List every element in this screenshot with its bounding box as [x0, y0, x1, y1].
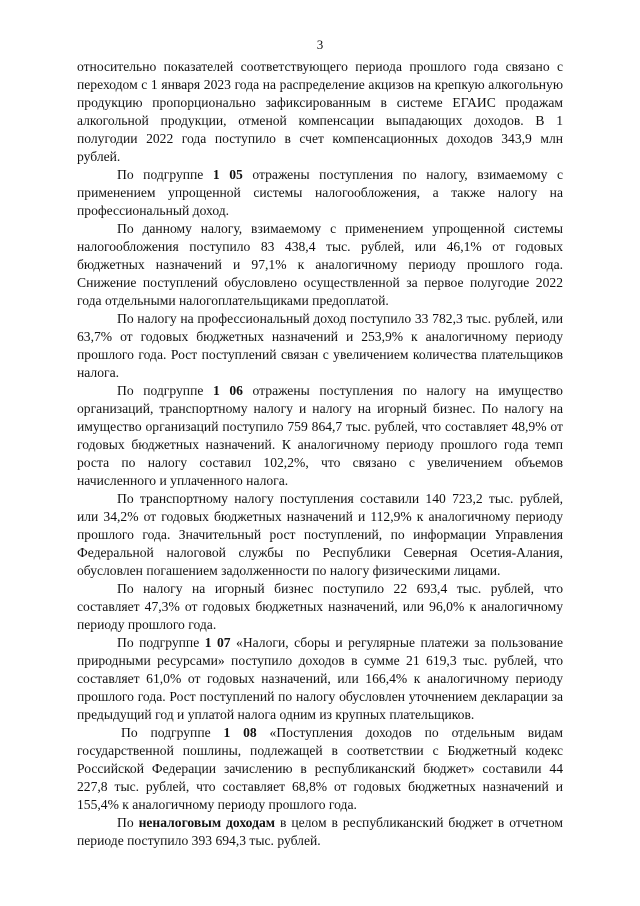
paragraph-9: По подгруппе 1 08 «Поступления доходов по отдельным видам государственной пошлины, подлежащей в соответствии с Бюджетный кодекс Российской Федерации зачислению в республиканский бюджет» составили 44 227,8 тыс. рублей, что составляет 68,8% от годовых бюджетных назначений и 155,4% к аналогичному периоду прошлого года.	[77, 725, 563, 812]
paragraph-7: По налогу на игорный бизнес поступило 22 693,4 тыс. рублей, что составляет 47,3% от годовых бюджетных назначений, или 96,0% к аналогичному периоду прошлого года.	[77, 581, 563, 632]
subgroup-code: 1 06	[212, 383, 243, 398]
document-body	[77, 58, 563, 850]
subgroup-code: 1 08	[223, 725, 257, 740]
paragraph-4: По налогу на профессиональный доход поступило 33 782,3 тыс. рублей, или 63,7% от годовых бюджетных назначений и 253,9% к аналогичному периоду прошлого года. Рост поступлений связан с увеличением количества плательщиков налога.	[77, 311, 563, 380]
paragraph-3: По данному налогу, взимаемому с применением упрощенной системы налогообложения поступило 83 438,4 тыс. рублей, или 46,1% от годовых бюджетных назначений и 97,1% к аналогичному периоду прошлого года. Снижение поступлений обусловлено осуществленной за первое полугодие 2022 года отдельными налогоплательщиками предоплатой.	[77, 221, 563, 308]
paragraph-8: По подгруппе 1 07 «Налоги, сборы и регулярные платежи за пользование природными ресурсами» поступило доходов в сумме 21 619,3 тыс. рублей, что составляет 61,0% от годовых назначений, или 166,4% к аналогичному периоду прошлого года. Рост поступлений по налогу обусловлен уточнением декларации за предыдущий год и уплатой налога одним из крупных плательщиков.	[77, 635, 563, 722]
page-number: 3	[316, 37, 324, 52]
paragraph-1: относительно показателей соответствующего периода прошлого года связано с переходом с 1 января 2023 года на распределение акцизов на крепкую алкогольную продукцию пропорционально зафиксированным в системе ЕГАИС продажам алкогольной продукции, отменой компенсации выпадающих доходов. В 1 полугодии 2022 года поступило в счет компенсационных доходов 343,9 млн рублей.	[77, 59, 563, 164]
paragraph-5: По подгруппе 1 06 отражены поступления по налогу на имущество организаций, транспортному налогу и налогу на игорный бизнес. По налогу на имущество организаций поступило 759 864,7 тыс. рублей, что составляет 48,9% от годовых бюджетных назначений. К аналогичному периоду прошлого года темп роста по налогу составил 102,2%, что связано с увеличением объемов начисленного и уплаченного налога.	[77, 383, 563, 488]
subgroup-code: 1 05	[212, 167, 243, 182]
non-tax-revenue-term: неналоговым доходам	[138, 815, 276, 830]
subgroup-code: 1 07	[204, 635, 231, 650]
paragraph-6: По транспортному налогу поступления составили 140 723,2 тыс. рублей, или 34,2% от годовых бюджетных назначений и 112,9% к аналогичному периоду прошлого года. Значительный рост поступлений, по информации Управления Федеральной налоговой службы по Республики Северная Осетия-Алания, обусловлен погашением задолженности по налогу физическими лицами.	[77, 491, 563, 578]
paragraph-10: По неналоговым доходам в целом в республиканский бюджет в отчетном периоде поступило 393 694,3 тыс. рублей.	[77, 815, 564, 848]
paragraph-2: По подгруппе 1 05 отражены поступления по налогу, взимаемому с применением упрощенной системы налогообложения, а также налогу на профессиональный доход.	[77, 167, 563, 218]
